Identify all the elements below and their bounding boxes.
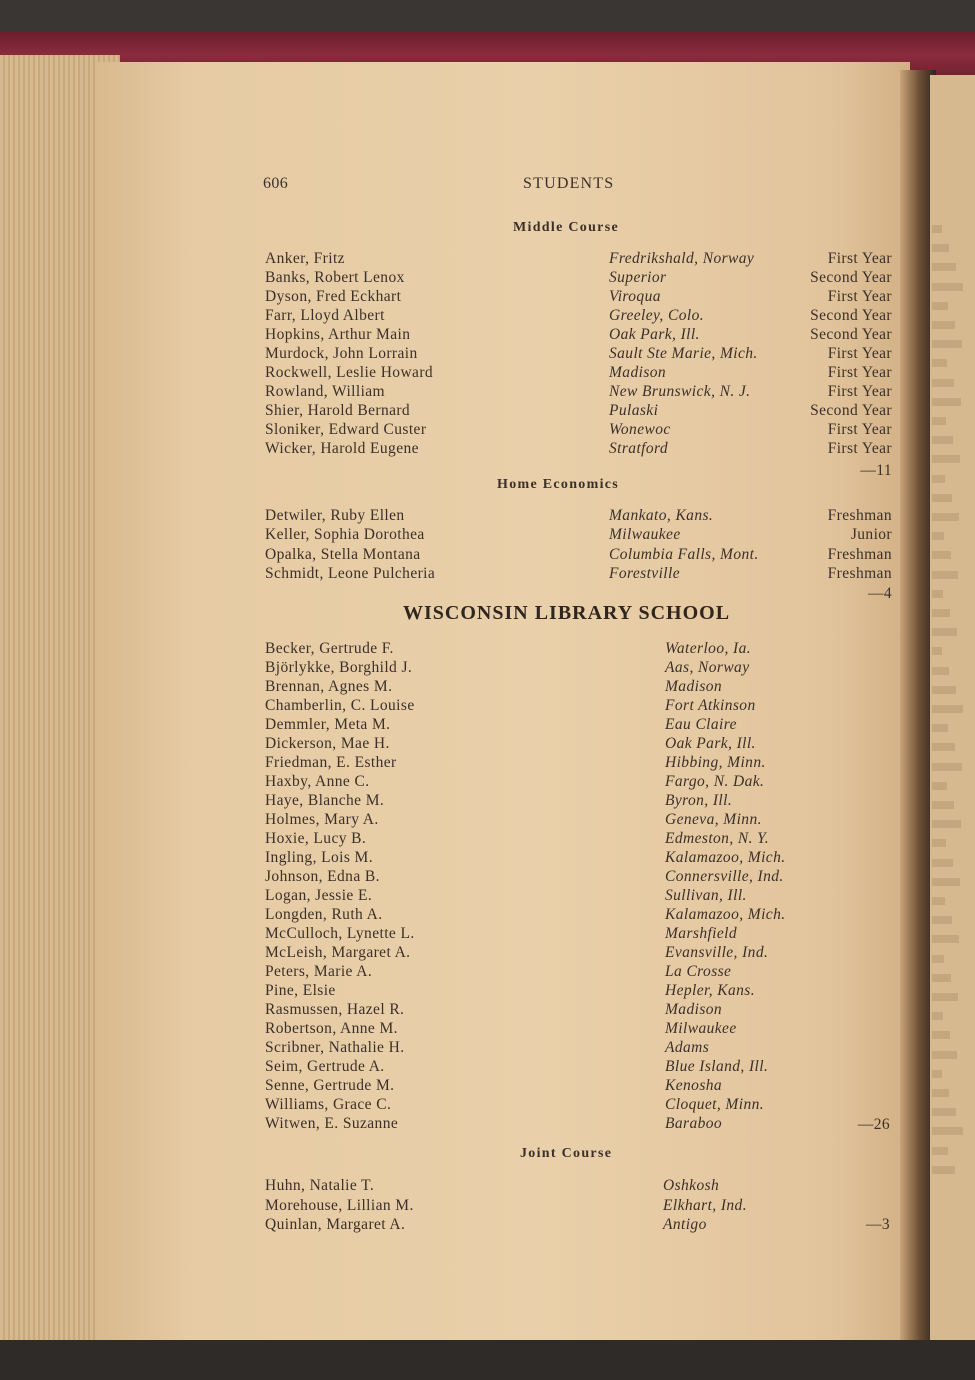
facing-page-text-bleed bbox=[932, 955, 944, 963]
student-name: McCulloch, Lynette L. bbox=[265, 925, 415, 942]
student-name: Morehouse, Lillian M. bbox=[265, 1196, 414, 1214]
student-hometown: Aas, Norway bbox=[665, 659, 750, 676]
student-hometown: Kenosha bbox=[665, 1077, 723, 1094]
student-name: Opalka, Stella Montana bbox=[265, 545, 421, 563]
facing-page-text-bleed bbox=[932, 974, 951, 982]
student-name: Johnson, Edna B. bbox=[265, 868, 380, 885]
facing-page-text-bleed bbox=[932, 859, 953, 867]
facing-page-text-bleed bbox=[932, 1147, 948, 1155]
student-name: Huhn, Natalie T. bbox=[265, 1177, 375, 1194]
facing-page-text-bleed bbox=[932, 993, 958, 1001]
facing-page-text-bleed bbox=[932, 878, 960, 886]
student-name: Becker, Gertrude F. bbox=[265, 640, 394, 657]
student-year: Freshman bbox=[827, 545, 892, 563]
facing-page-text-bleed bbox=[932, 455, 960, 463]
student-hometown: Columbia Falls, Mont. bbox=[609, 545, 759, 563]
student-name: Brennan, Agnes M. bbox=[265, 678, 393, 695]
student-year: First Year bbox=[827, 364, 892, 381]
student-hometown: Evansville, Ind. bbox=[665, 944, 769, 961]
middle-course-heading: Middle Course bbox=[513, 220, 619, 235]
student-year: First Year bbox=[827, 250, 892, 267]
facing-page-text-bleed bbox=[932, 417, 946, 425]
student-year: Second Year bbox=[810, 269, 892, 286]
facing-page-text-bleed bbox=[932, 647, 942, 655]
facing-page-text-bleed bbox=[932, 897, 945, 905]
joint-course-heading: Joint Course bbox=[520, 1146, 613, 1161]
joint-course-total: —3 bbox=[865, 1216, 890, 1233]
student-hometown: Waterloo, Ia. bbox=[665, 640, 751, 657]
student-hometown: Adams bbox=[665, 1039, 710, 1056]
student-name: Sloniker, Edward Custer bbox=[265, 421, 427, 438]
student-hometown: Cloquet, Minn. bbox=[665, 1096, 765, 1113]
facing-page-text-bleed bbox=[932, 724, 948, 732]
student-hometown: Forestville bbox=[609, 564, 680, 582]
facing-page-text-bleed bbox=[932, 839, 946, 847]
student-hometown: Milwaukee bbox=[665, 1020, 737, 1037]
facing-page-text-bleed bbox=[932, 1051, 957, 1059]
library-school-heading: WISCONSIN LIBRARY SCHOOL bbox=[403, 602, 731, 624]
facing-page-text-bleed bbox=[932, 321, 955, 329]
facing-page-text-bleed bbox=[932, 571, 958, 579]
student-hometown: Superior bbox=[609, 269, 667, 286]
facing-page-text-bleed bbox=[932, 667, 949, 675]
facing-page-text-bleed bbox=[932, 1108, 956, 1116]
student-name: Rasmussen, Hazel R. bbox=[265, 1001, 405, 1018]
student-hometown: Fredrikshald, Norway bbox=[609, 250, 755, 267]
student-year: First Year bbox=[827, 383, 892, 400]
student-hometown: Kalamazoo, Mich. bbox=[665, 849, 786, 866]
home-economics-heading: Home Economics bbox=[497, 477, 620, 492]
student-name: Williams, Grace C. bbox=[265, 1096, 392, 1113]
facing-page-text-bleed bbox=[932, 513, 959, 521]
facing-page-text-bleed bbox=[932, 302, 948, 310]
student-year: Freshman bbox=[827, 564, 892, 582]
student-hometown: Eau Claire bbox=[665, 716, 737, 733]
student-hometown: Mankato, Kans. bbox=[609, 507, 714, 524]
facing-page-text-bleed bbox=[932, 494, 952, 502]
student-hometown: Elkhart, Ind. bbox=[663, 1196, 747, 1214]
student-name: Detwiler, Ruby Ellen bbox=[265, 507, 405, 524]
student-hometown: Blue Island, Ill. bbox=[665, 1058, 769, 1075]
student-year: Second Year bbox=[810, 307, 892, 324]
student-hometown: New Brunswick, N. J. bbox=[609, 383, 751, 400]
student-name: Dyson, Fred Eckhart bbox=[265, 288, 402, 305]
student-year: Second Year bbox=[810, 326, 892, 343]
facing-page-text-bleed bbox=[932, 225, 942, 233]
student-name: Shier, Harold Bernard bbox=[265, 402, 411, 419]
facing-page-text-bleed bbox=[932, 590, 943, 598]
student-name: Wicker, Harold Eugene bbox=[265, 440, 419, 457]
facing-page-text-bleed bbox=[932, 743, 955, 751]
student-hometown: Oak Park, Ill. bbox=[609, 326, 700, 343]
facing-page-text-bleed bbox=[932, 283, 963, 291]
student-hometown: Baraboo bbox=[665, 1115, 723, 1132]
student-hometown: Sault Ste Marie, Mich. bbox=[609, 345, 758, 362]
student-hometown: Fargo, N. Dak. bbox=[665, 773, 765, 790]
facing-page-text-bleed bbox=[932, 1166, 955, 1174]
student-hometown: Greeley, Colo. bbox=[609, 307, 704, 324]
student-hometown: Edmeston, N. Y. bbox=[665, 830, 770, 847]
home-economics-total: —4 bbox=[867, 585, 892, 602]
facing-page-text-bleed bbox=[932, 628, 957, 636]
student-name: Pine, Elsie bbox=[265, 982, 336, 999]
middle-course-total: —11 bbox=[860, 462, 892, 479]
student-name: Longden, Ruth A. bbox=[265, 906, 383, 923]
student-hometown: Wonewoc bbox=[609, 421, 671, 438]
student-name: Hoxie, Lucy B. bbox=[265, 830, 367, 847]
facing-page-text-bleed bbox=[932, 475, 945, 483]
student-name: Demmler, Meta M. bbox=[265, 716, 391, 733]
facing-page-text-bleed bbox=[932, 1127, 963, 1135]
student-name: Banks, Robert Lenox bbox=[265, 269, 405, 286]
student-hometown: Fort Atkinson bbox=[665, 697, 756, 714]
student-year: First Year bbox=[827, 440, 892, 457]
facing-page-text-bleed bbox=[932, 686, 956, 694]
student-name: Murdock, John Lorrain bbox=[265, 345, 418, 362]
student-year: Freshman bbox=[827, 507, 892, 524]
facing-page-text-bleed bbox=[932, 532, 944, 540]
student-hometown: Milwaukee bbox=[609, 526, 681, 544]
student-hometown: Antigo bbox=[663, 1216, 707, 1233]
student-name: Ingling, Lois M. bbox=[265, 849, 374, 866]
student-name: Rowland, William bbox=[265, 383, 386, 400]
facing-page-text-bleed bbox=[932, 801, 954, 809]
student-hometown: Pulaski bbox=[609, 402, 659, 419]
facing-page-text-bleed bbox=[932, 820, 961, 828]
facing-page-text-bleed bbox=[932, 359, 947, 367]
student-name: Farr, Lloyd Albert bbox=[265, 307, 385, 324]
student-name: Chamberlin, C. Louise bbox=[265, 697, 415, 714]
student-year: First Year bbox=[827, 288, 892, 305]
student-year: Junior bbox=[850, 526, 892, 544]
facing-page-text-bleed bbox=[932, 1012, 943, 1020]
student-name: Robertson, Anne M. bbox=[265, 1020, 398, 1037]
facing-page-text-bleed bbox=[932, 1089, 949, 1097]
student-hometown: Viroqua bbox=[609, 288, 661, 305]
facing-page-text-bleed bbox=[932, 244, 949, 252]
facing-page-text-bleed bbox=[932, 551, 951, 559]
student-year: First Year bbox=[827, 421, 892, 438]
student-hometown: Madison bbox=[665, 1001, 723, 1018]
student-name: Haxby, Anne C. bbox=[265, 773, 370, 790]
facing-page-text-bleed bbox=[932, 763, 962, 771]
student-name: Dickerson, Mae H. bbox=[265, 735, 390, 752]
facing-page-text-bleed bbox=[932, 1031, 950, 1039]
student-hometown: Oshkosh bbox=[663, 1177, 720, 1194]
facing-page-text-bleed bbox=[932, 436, 953, 444]
student-hometown: Madison bbox=[665, 678, 723, 695]
student-hometown: Oak Park, Ill. bbox=[665, 735, 756, 752]
student-hometown: Kalamazoo, Mich. bbox=[665, 906, 786, 923]
background-shadow bbox=[0, 1340, 975, 1380]
student-hometown: La Crosse bbox=[665, 963, 732, 980]
student-name: McLeish, Margaret A. bbox=[265, 944, 411, 961]
student-name: Rockwell, Leslie Howard bbox=[265, 364, 434, 381]
student-name: Friedman, E. Esther bbox=[265, 754, 397, 771]
student-hometown: Connersville, Ind. bbox=[665, 868, 784, 885]
facing-page-text-bleed bbox=[932, 705, 963, 713]
student-hometown: Geneva, Minn. bbox=[665, 811, 762, 828]
running-head: STUDENTS bbox=[523, 175, 615, 192]
student-hometown: Sullivan, Ill. bbox=[665, 887, 747, 904]
facing-page-text-bleed bbox=[932, 935, 959, 943]
facing-page-text-bleed bbox=[932, 263, 956, 271]
student-name: Schmidt, Leone Pulcheria bbox=[265, 564, 436, 582]
student-name: Anker, Fritz bbox=[265, 250, 345, 267]
student-hometown: Byron, Ill. bbox=[665, 792, 733, 809]
student-name: Witwen, E. Suzanne bbox=[265, 1115, 399, 1132]
student-hometown: Madison bbox=[609, 364, 667, 381]
facing-page-text-bleed bbox=[932, 782, 947, 790]
student-name: Senne, Gertrude M. bbox=[265, 1077, 395, 1094]
student-name: Keller, Sophia Dorothea bbox=[265, 526, 425, 544]
student-hometown: Stratford bbox=[609, 440, 669, 457]
facing-page-text-bleed bbox=[932, 916, 952, 924]
facing-page-text-bleed bbox=[932, 398, 961, 406]
student-year: First Year bbox=[827, 345, 892, 362]
student-name: Peters, Marie A. bbox=[265, 963, 373, 980]
facing-page-edge bbox=[930, 75, 975, 1345]
student-name: Haye, Blanche M. bbox=[265, 792, 385, 809]
student-name: Scribner, Nathalie H. bbox=[265, 1039, 405, 1056]
student-name: Holmes, Mary A. bbox=[265, 811, 379, 828]
facing-page-text-bleed bbox=[932, 340, 962, 348]
facing-page-text-bleed bbox=[932, 609, 950, 617]
student-name: Björlykke, Borghild J. bbox=[265, 659, 413, 676]
student-hometown: Hibbing, Minn. bbox=[665, 754, 766, 771]
library-school-total: —26 bbox=[857, 1116, 890, 1133]
facing-page-text-bleed bbox=[932, 1070, 942, 1078]
student-name: Logan, Jessie E. bbox=[265, 887, 373, 904]
student-name: Seim, Gertrude A. bbox=[265, 1058, 385, 1075]
student-year: Second Year bbox=[810, 402, 892, 419]
facing-page-text-bleed bbox=[932, 379, 954, 387]
page-number: 606 bbox=[263, 175, 289, 192]
student-name: Quinlan, Margaret A. bbox=[265, 1216, 406, 1233]
student-name: Hopkins, Arthur Main bbox=[265, 326, 411, 343]
student-hometown: Hepler, Kans. bbox=[665, 982, 756, 999]
student-hometown: Marshfield bbox=[665, 925, 738, 942]
